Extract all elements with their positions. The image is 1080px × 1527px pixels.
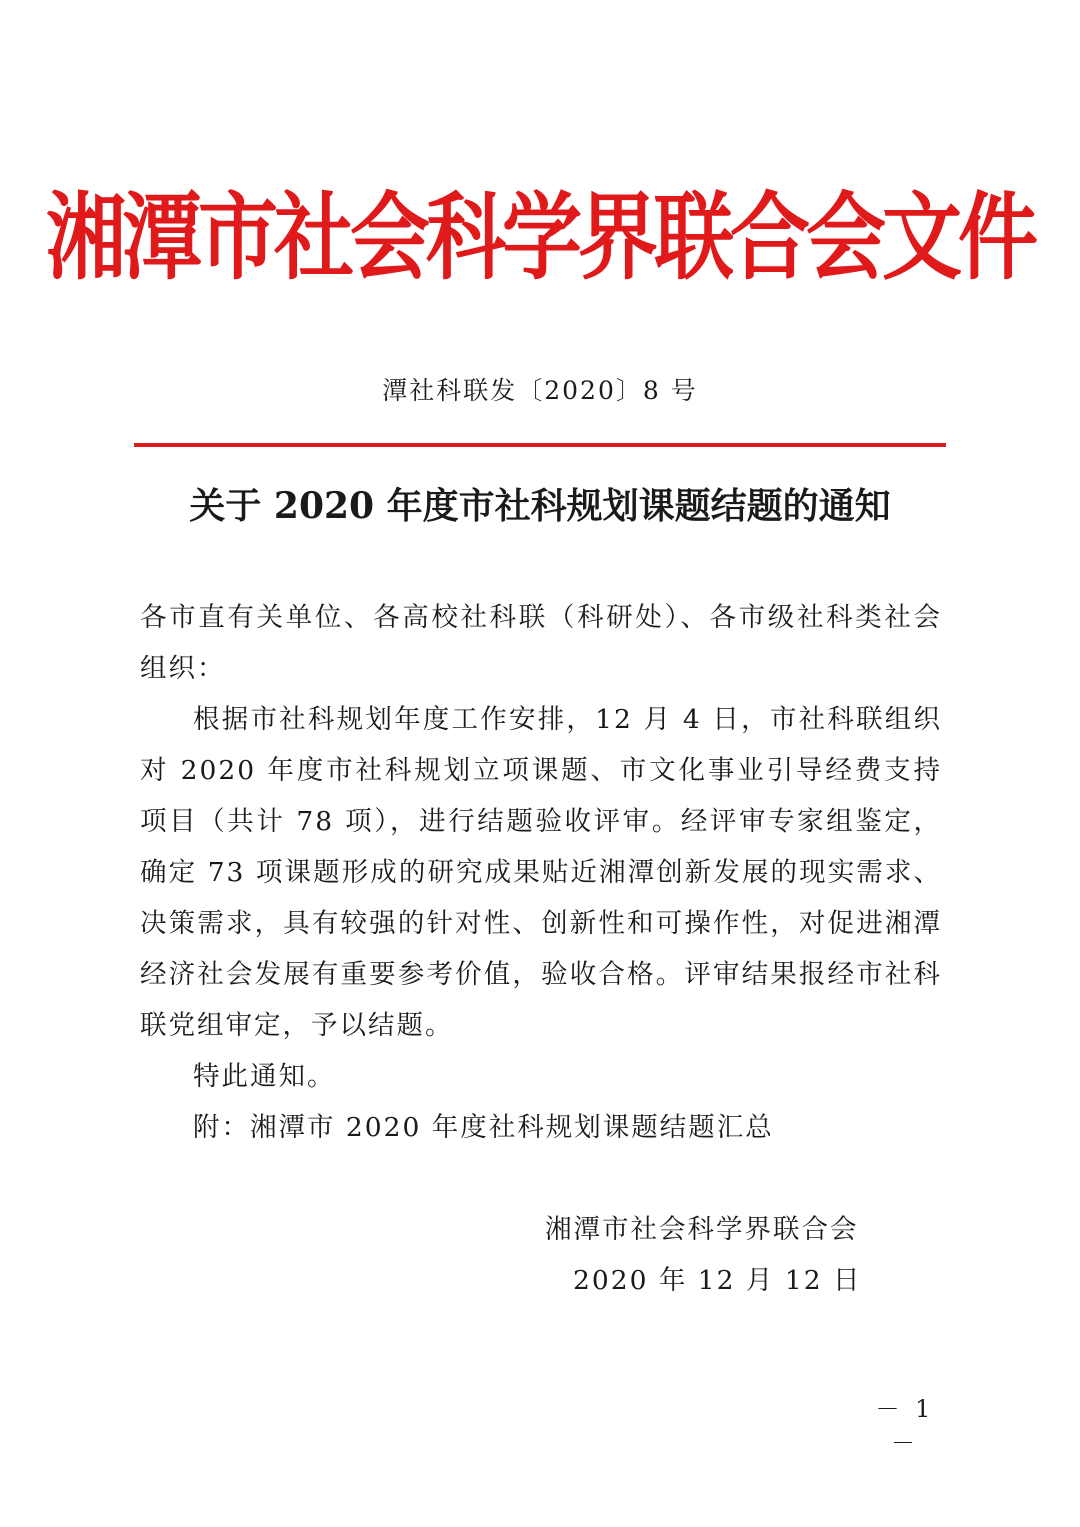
page-number: － 1 － (875, 1395, 935, 1457)
notice-body (140, 592, 942, 1153)
signing-date: 2020 年 12 月 12 日 (573, 1265, 862, 1296)
main-paragraph: 根据市社科规划年度工作安排，12 月 4 日，市社科联组织对 2020 年度市社科规划立项课题、市文化事业引导经费支持项目（共计 78 项），进行结题验收评审。经评审专家组鉴定，确定 73 项课题形成的研究成果贴近湘潭创新发展的现实需求、决策需求，具有较强的针对性、创新性和可操作性，对促进湘潭经济社会发展有重要参考价值，验收合格。评审结果报经市社科联党组审定，予以结题。 (140, 704, 942, 1041)
signature-block (545, 1204, 885, 1306)
notice-title: 关于 2020 年度市社科规划课题结题的通知 (189, 485, 891, 527)
closing-line: 特此通知。 (193, 1061, 336, 1092)
attachment-line: 附：湘潭市 2020 年度社科规划课题结题汇总 (193, 1112, 774, 1143)
document-masthead: 湘潭市社会科学界联合会文件 (46, 181, 1034, 293)
salutation: 各市直有关单位、各高校社科联（科研处）、各市级社科类社会组织： (140, 602, 942, 684)
red-divider-line (134, 443, 946, 447)
document-number: 潭社科联发〔2020〕8 号 (382, 376, 698, 405)
signing-organization: 湘潭市社会科学界联合会 (545, 1214, 859, 1245)
